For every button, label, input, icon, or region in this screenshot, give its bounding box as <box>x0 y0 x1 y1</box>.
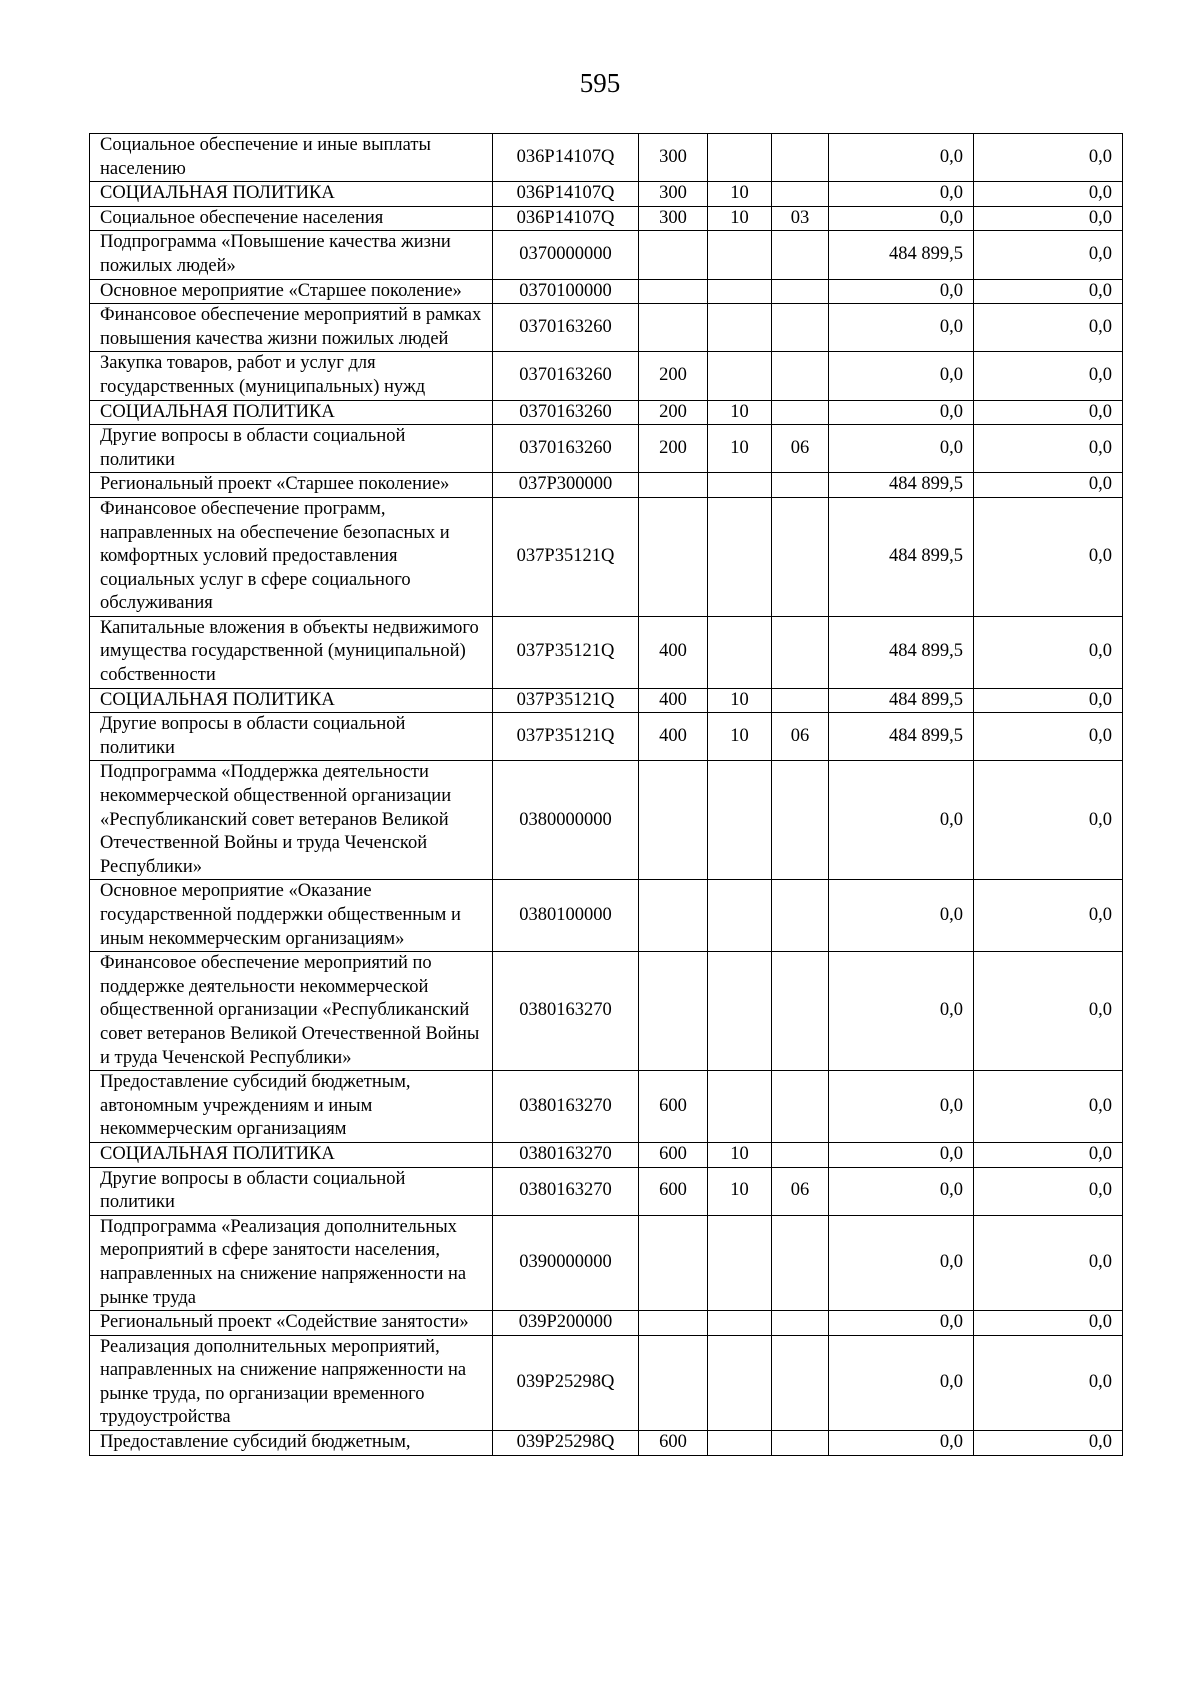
row-sum2-cell: 0,0 <box>974 352 1123 400</box>
table-row <box>90 304 1123 352</box>
row-csr-cell: 0370000000 <box>493 231 639 279</box>
table-row <box>90 688 1123 713</box>
row-pr-cell <box>772 304 829 352</box>
row-pr-cell <box>772 688 829 713</box>
row-name-cell: Другие вопросы в области социальной политики <box>90 713 493 761</box>
table-row <box>90 182 1123 207</box>
row-sum1-cell: 0,0 <box>829 352 974 400</box>
row-csr-cell: 0370163260 <box>493 352 639 400</box>
page-number: 595 <box>579 68 621 98</box>
row-rz-cell: 10 <box>708 1167 772 1215</box>
row-name-cell: Подпрограмма «Повышение качества жизни пожилых людей» <box>90 231 493 279</box>
row-csr-cell: 0370163260 <box>493 425 639 473</box>
row-sum2-cell: 0,0 <box>974 134 1123 182</box>
row-name-cell: Подпрограмма «Реализация дополнительных мероприятий в сфере занятости населения, направленных на снижение напряженности на рынке труда <box>90 1215 493 1310</box>
row-pr-cell: 03 <box>772 206 829 231</box>
row-name-cell: Другие вопросы в области социальной политики <box>90 425 493 473</box>
row-pr-cell <box>772 1215 829 1310</box>
row-rz-cell <box>708 761 772 880</box>
row-rz-cell <box>708 1215 772 1310</box>
row-name-cell: Основное мероприятие «Старшее поколение» <box>90 279 493 304</box>
row-vr-cell <box>639 1311 708 1336</box>
row-csr-cell: 0380000000 <box>493 761 639 880</box>
row-csr-cell: 036P14107Q <box>493 182 639 207</box>
row-sum2-cell: 0,0 <box>974 231 1123 279</box>
row-pr-cell <box>772 231 829 279</box>
row-name-cell: Финансовое обеспечение мероприятий по поддержке деятельности некоммерческой общественной организации «Республиканский совет ветеранов Великой Отечественной Войны и труда Чеченской Республики» <box>90 952 493 1071</box>
table-row <box>90 425 1123 473</box>
row-rz-cell: 10 <box>708 206 772 231</box>
row-sum2-cell: 0,0 <box>974 713 1123 761</box>
table-row <box>90 713 1123 761</box>
row-rz-cell <box>708 134 772 182</box>
row-name-cell: Предоставление субсидий бюджетным, автономным учреждениям и иным некоммерческим организациям <box>90 1071 493 1143</box>
row-vr-cell <box>639 1215 708 1310</box>
row-pr-cell <box>772 400 829 425</box>
table-row <box>90 352 1123 400</box>
row-sum1-cell: 484 899,5 <box>829 688 974 713</box>
row-pr-cell <box>772 182 829 207</box>
row-csr-cell: 037P35121Q <box>493 497 639 616</box>
row-sum1-cell: 0,0 <box>829 1335 974 1430</box>
row-vr-cell: 600 <box>639 1142 708 1167</box>
row-sum2-cell: 0,0 <box>974 1215 1123 1310</box>
row-pr-cell <box>772 1335 829 1430</box>
row-csr-cell: 037P35121Q <box>493 713 639 761</box>
row-sum1-cell: 0,0 <box>829 400 974 425</box>
table-row <box>90 1335 1123 1430</box>
row-csr-cell: 037P300000 <box>493 473 639 498</box>
row-sum2-cell: 0,0 <box>974 1071 1123 1143</box>
row-vr-cell <box>639 231 708 279</box>
row-rz-cell <box>708 880 772 952</box>
row-csr-cell: 0380163270 <box>493 1071 639 1143</box>
row-sum1-cell: 0,0 <box>829 1215 974 1310</box>
row-sum1-cell: 484 899,5 <box>829 713 974 761</box>
row-csr-cell: 039P200000 <box>493 1311 639 1336</box>
row-sum2-cell: 0,0 <box>974 1335 1123 1430</box>
row-rz-cell <box>708 1335 772 1430</box>
row-csr-cell: 039P25298Q <box>493 1431 639 1456</box>
row-vr-cell <box>639 304 708 352</box>
row-sum2-cell: 0,0 <box>974 182 1123 207</box>
table-row <box>90 1431 1123 1456</box>
table-row <box>90 497 1123 616</box>
row-vr-cell: 200 <box>639 352 708 400</box>
table-row <box>90 1311 1123 1336</box>
table-row <box>90 400 1123 425</box>
row-vr-cell <box>639 473 708 498</box>
row-sum2-cell: 0,0 <box>974 952 1123 1071</box>
row-name-cell: СОЦИАЛЬНАЯ ПОЛИТИКА <box>90 1142 493 1167</box>
row-sum2-cell: 0,0 <box>974 1167 1123 1215</box>
row-vr-cell: 300 <box>639 206 708 231</box>
row-pr-cell: 06 <box>772 1167 829 1215</box>
table-row <box>90 761 1123 880</box>
row-vr-cell <box>639 761 708 880</box>
table-row <box>90 134 1123 182</box>
row-vr-cell: 400 <box>639 688 708 713</box>
budget-table-body <box>90 134 1123 1456</box>
row-sum2-cell: 0,0 <box>974 304 1123 352</box>
row-csr-cell: 037P35121Q <box>493 688 639 713</box>
row-rz-cell: 10 <box>708 182 772 207</box>
row-name-cell: Капитальные вложения в объекты недвижимого имущества государственной (муниципальной) собственности <box>90 616 493 688</box>
row-vr-cell: 400 <box>639 616 708 688</box>
row-csr-cell: 0380163270 <box>493 1167 639 1215</box>
row-vr-cell: 400 <box>639 713 708 761</box>
row-rz-cell <box>708 952 772 1071</box>
row-vr-cell: 600 <box>639 1071 708 1143</box>
row-rz-cell <box>708 1431 772 1456</box>
row-name-cell: Финансовое обеспечение программ, направленных на обеспечение безопасных и комфортных условий предоставления социальных услуг в сфере социального обслуживания <box>90 497 493 616</box>
row-csr-cell: 0380163270 <box>493 1142 639 1167</box>
row-vr-cell: 200 <box>639 425 708 473</box>
row-sum1-cell: 0,0 <box>829 952 974 1071</box>
row-rz-cell <box>708 616 772 688</box>
row-vr-cell: 300 <box>639 134 708 182</box>
row-sum1-cell: 0,0 <box>829 880 974 952</box>
row-pr-cell <box>772 761 829 880</box>
row-sum2-cell: 0,0 <box>974 473 1123 498</box>
table-row <box>90 279 1123 304</box>
row-sum2-cell: 0,0 <box>974 880 1123 952</box>
row-pr-cell <box>772 352 829 400</box>
table-row <box>90 206 1123 231</box>
row-sum1-cell: 0,0 <box>829 134 974 182</box>
table-row <box>90 1215 1123 1310</box>
table-row <box>90 1071 1123 1143</box>
row-sum1-cell: 0,0 <box>829 1311 974 1336</box>
row-rz-cell: 10 <box>708 1142 772 1167</box>
row-rz-cell: 10 <box>708 688 772 713</box>
row-pr-cell <box>772 1071 829 1143</box>
row-pr-cell <box>772 880 829 952</box>
row-sum2-cell: 0,0 <box>974 1142 1123 1167</box>
row-csr-cell: 0380100000 <box>493 880 639 952</box>
row-name-cell: Социальное обеспечение населения <box>90 206 493 231</box>
row-rz-cell: 10 <box>708 713 772 761</box>
row-sum1-cell: 0,0 <box>829 1431 974 1456</box>
row-sum1-cell: 0,0 <box>829 425 974 473</box>
row-csr-cell: 0380163270 <box>493 952 639 1071</box>
row-csr-cell: 0390000000 <box>493 1215 639 1310</box>
row-name-cell: Региональный проект «Содействие занятости» <box>90 1311 493 1336</box>
row-name-cell: Другие вопросы в области социальной политики <box>90 1167 493 1215</box>
row-sum2-cell: 0,0 <box>974 688 1123 713</box>
row-pr-cell: 06 <box>772 713 829 761</box>
row-pr-cell <box>772 134 829 182</box>
row-rz-cell <box>708 279 772 304</box>
row-csr-cell: 0370100000 <box>493 279 639 304</box>
budget-table <box>89 133 1123 1456</box>
row-rz-cell <box>708 473 772 498</box>
row-name-cell: Предоставление субсидий бюджетным, <box>90 1431 493 1456</box>
row-pr-cell <box>772 497 829 616</box>
row-vr-cell: 600 <box>639 1167 708 1215</box>
row-rz-cell <box>708 1311 772 1336</box>
row-pr-cell <box>772 1431 829 1456</box>
row-csr-cell: 036P14107Q <box>493 134 639 182</box>
row-sum1-cell: 0,0 <box>829 206 974 231</box>
row-sum2-cell: 0,0 <box>974 425 1123 473</box>
row-rz-cell <box>708 231 772 279</box>
row-csr-cell: 037P35121Q <box>493 616 639 688</box>
row-rz-cell <box>708 304 772 352</box>
row-name-cell: Основное мероприятие «Оказание государственной поддержки общественным и иным некоммерческим организациям» <box>90 880 493 952</box>
row-rz-cell: 10 <box>708 425 772 473</box>
row-pr-cell <box>772 279 829 304</box>
row-vr-cell: 600 <box>639 1431 708 1456</box>
table-row <box>90 616 1123 688</box>
row-name-cell: Региональный проект «Старшее поколение» <box>90 473 493 498</box>
row-sum1-cell: 0,0 <box>829 279 974 304</box>
row-sum1-cell: 0,0 <box>829 761 974 880</box>
row-csr-cell: 036P14107Q <box>493 206 639 231</box>
row-name-cell: Закупка товаров, работ и услуг для государственных (муниципальных) нужд <box>90 352 493 400</box>
row-pr-cell <box>772 952 829 1071</box>
row-rz-cell <box>708 1071 772 1143</box>
row-csr-cell: 0370163260 <box>493 400 639 425</box>
row-pr-cell <box>772 1311 829 1336</box>
row-name-cell: Финансовое обеспечение мероприятий в рамках повышения качества жизни пожилых людей <box>90 304 493 352</box>
row-sum1-cell: 484 899,5 <box>829 497 974 616</box>
row-sum1-cell: 0,0 <box>829 1142 974 1167</box>
row-sum1-cell: 0,0 <box>829 182 974 207</box>
row-pr-cell: 06 <box>772 425 829 473</box>
row-name-cell: СОЦИАЛЬНАЯ ПОЛИТИКА <box>90 182 493 207</box>
row-sum1-cell: 0,0 <box>829 1167 974 1215</box>
row-sum2-cell: 0,0 <box>974 1431 1123 1456</box>
row-pr-cell <box>772 473 829 498</box>
row-sum2-cell: 0,0 <box>974 1311 1123 1336</box>
table-row <box>90 1142 1123 1167</box>
row-csr-cell: 039P25298Q <box>493 1335 639 1430</box>
row-sum1-cell: 484 899,5 <box>829 616 974 688</box>
table-row <box>90 473 1123 498</box>
row-vr-cell <box>639 279 708 304</box>
row-name-cell: СОЦИАЛЬНАЯ ПОЛИТИКА <box>90 400 493 425</box>
row-sum2-cell: 0,0 <box>974 616 1123 688</box>
row-vr-cell: 200 <box>639 400 708 425</box>
row-sum1-cell: 0,0 <box>829 304 974 352</box>
row-vr-cell <box>639 1335 708 1430</box>
row-rz-cell <box>708 352 772 400</box>
row-name-cell: Подпрограмма «Поддержка деятельности некоммерческой общественной организации «Республиканский совет ветеранов Великой Отечественной Войны и труда Чеченской Республики» <box>90 761 493 880</box>
row-rz-cell: 10 <box>708 400 772 425</box>
row-sum1-cell: 484 899,5 <box>829 473 974 498</box>
row-vr-cell: 300 <box>639 182 708 207</box>
table-row <box>90 952 1123 1071</box>
row-pr-cell <box>772 616 829 688</box>
row-csr-cell: 0370163260 <box>493 304 639 352</box>
row-sum2-cell: 0,0 <box>974 400 1123 425</box>
table-row <box>90 880 1123 952</box>
row-sum2-cell: 0,0 <box>974 761 1123 880</box>
row-name-cell: Реализация дополнительных мероприятий, направленных на снижение напряженности на рынке труда, по организации временного трудоустройства <box>90 1335 493 1430</box>
row-sum1-cell: 484 899,5 <box>829 231 974 279</box>
row-vr-cell <box>639 497 708 616</box>
row-sum1-cell: 0,0 <box>829 1071 974 1143</box>
row-pr-cell <box>772 1142 829 1167</box>
row-vr-cell <box>639 952 708 1071</box>
row-name-cell: Социальное обеспечение и иные выплаты населению <box>90 134 493 182</box>
row-sum2-cell: 0,0 <box>974 206 1123 231</box>
row-sum2-cell: 0,0 <box>974 497 1123 616</box>
row-rz-cell <box>708 497 772 616</box>
row-name-cell: СОЦИАЛЬНАЯ ПОЛИТИКА <box>90 688 493 713</box>
row-vr-cell <box>639 880 708 952</box>
row-sum2-cell: 0,0 <box>974 279 1123 304</box>
table-row <box>90 1167 1123 1215</box>
table-row <box>90 231 1123 279</box>
